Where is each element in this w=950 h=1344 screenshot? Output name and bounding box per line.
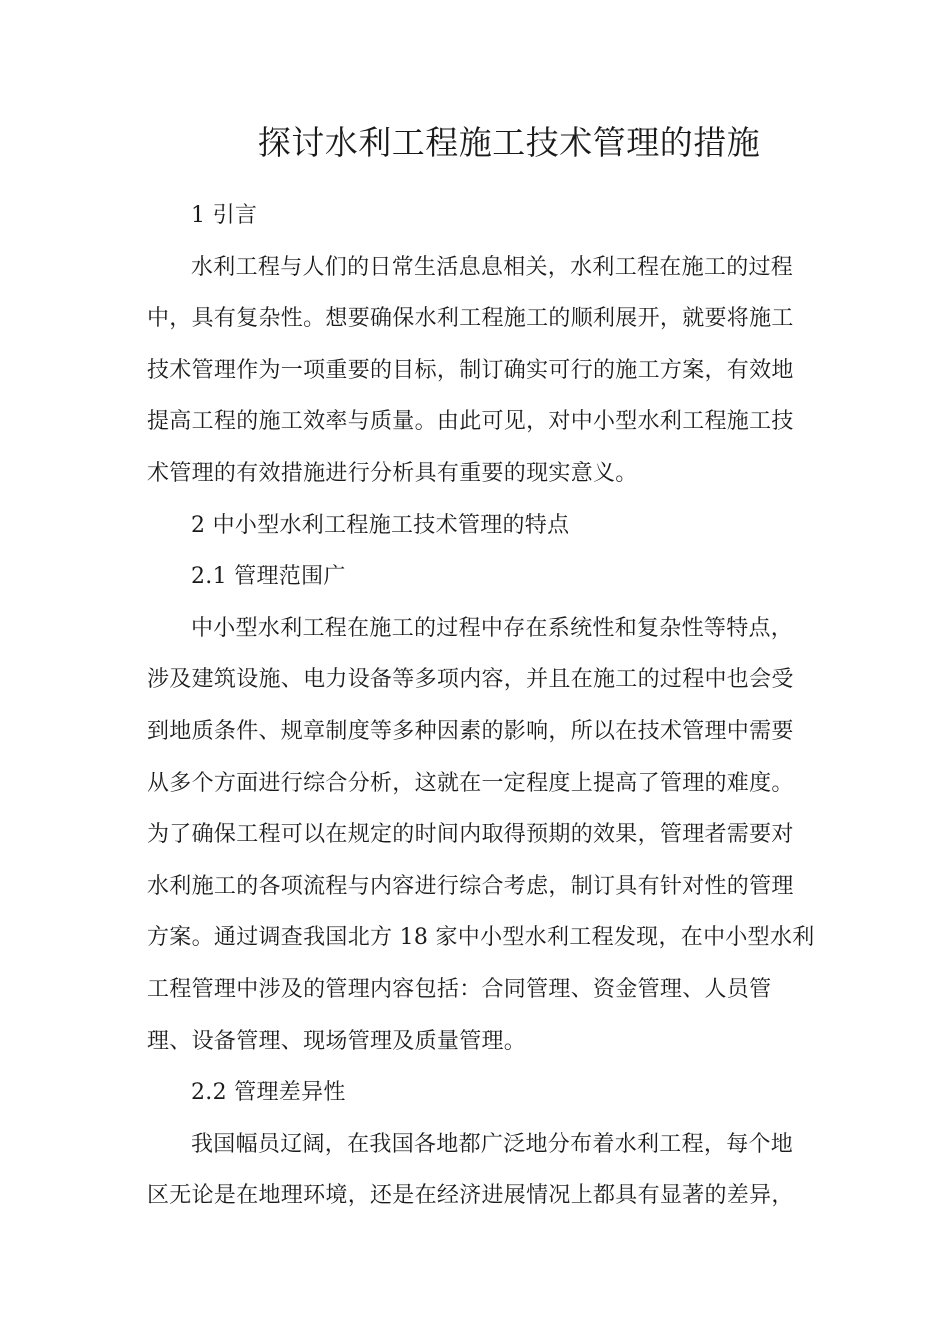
paragraph-line: 理、设备管理、现场管理及质量管理。 [147,1028,527,1054]
paragraph-line: 中，具有复杂性。想要确保水利工程施工的顺利展开，就要将施工 [147,306,794,332]
subsection-heading-wide-scope [147,551,807,603]
heading-line: 2.1 管理范围广 [191,564,346,590]
paragraph-line: 我国幅员辽阔，在我国各地都广泛地分布着水利工程，每个地 [191,1131,794,1157]
paragraph-line: 工程管理中涉及的管理内容包括：合同管理、资金管理、人员管 [147,976,772,1002]
document-title [0,118,950,168]
paragraph-line: 水利工程与人们的日常生活息息相关，水利工程在施工的过程 [191,254,794,280]
paragraph-wide-scope [147,603,815,1067]
subsection-heading-differences [147,1067,807,1119]
paragraph-line: 到地质条件、规章制度等多种因素的影响，所以在技术管理中需要 [147,718,794,744]
paragraph-line: 区无论是在地理环境，还是在经济进展情况上都具有显著的差异， [147,1183,794,1209]
paragraph-line: 方案。通过调查我国北方 18 家中小型水利工程发现，在中小型水利 [147,925,815,951]
document-title-text: 探讨水利工程施工技术管理的措施 [257,123,761,162]
paragraph-line: 为了确保工程可以在规定的时间内取得预期的效果，管理者需要对 [147,822,794,848]
paragraph-line: 涉及建筑设施、电力设备等多项内容，并且在施工的过程中也会受 [147,667,794,693]
section-heading-introduction [147,190,807,242]
paragraph-line: 从多个方面进行综合分析，这就在一定程度上提高了管理的难度。 [147,770,794,796]
paragraph-line: 水利施工的各项流程与内容进行综合考虑，制订具有针对性的管理 [147,873,794,899]
section-heading-characteristics [147,500,807,552]
heading-line: 2.2 管理差异性 [191,1080,346,1106]
document-body [147,190,815,1222]
paragraph-differences [147,1119,807,1222]
heading-line: 1 引言 [191,203,258,228]
paragraph-line: 术管理的有效措施进行分析具有重要的现实意义。 [147,460,638,486]
paragraph-line: 提高工程的施工效率与质量。由此可见，对中小型水利工程施工技 [147,409,794,435]
paragraph-line: 技术管理作为一项重要的目标，制订确实可行的施工方案，有效地 [147,357,794,383]
paragraph-line: 中小型水利工程在施工的过程中存在系统性和复杂性等特点， [191,615,794,641]
paragraph-introduction [147,242,807,500]
heading-line: 2 中小型水利工程施工技术管理的特点 [191,512,570,538]
